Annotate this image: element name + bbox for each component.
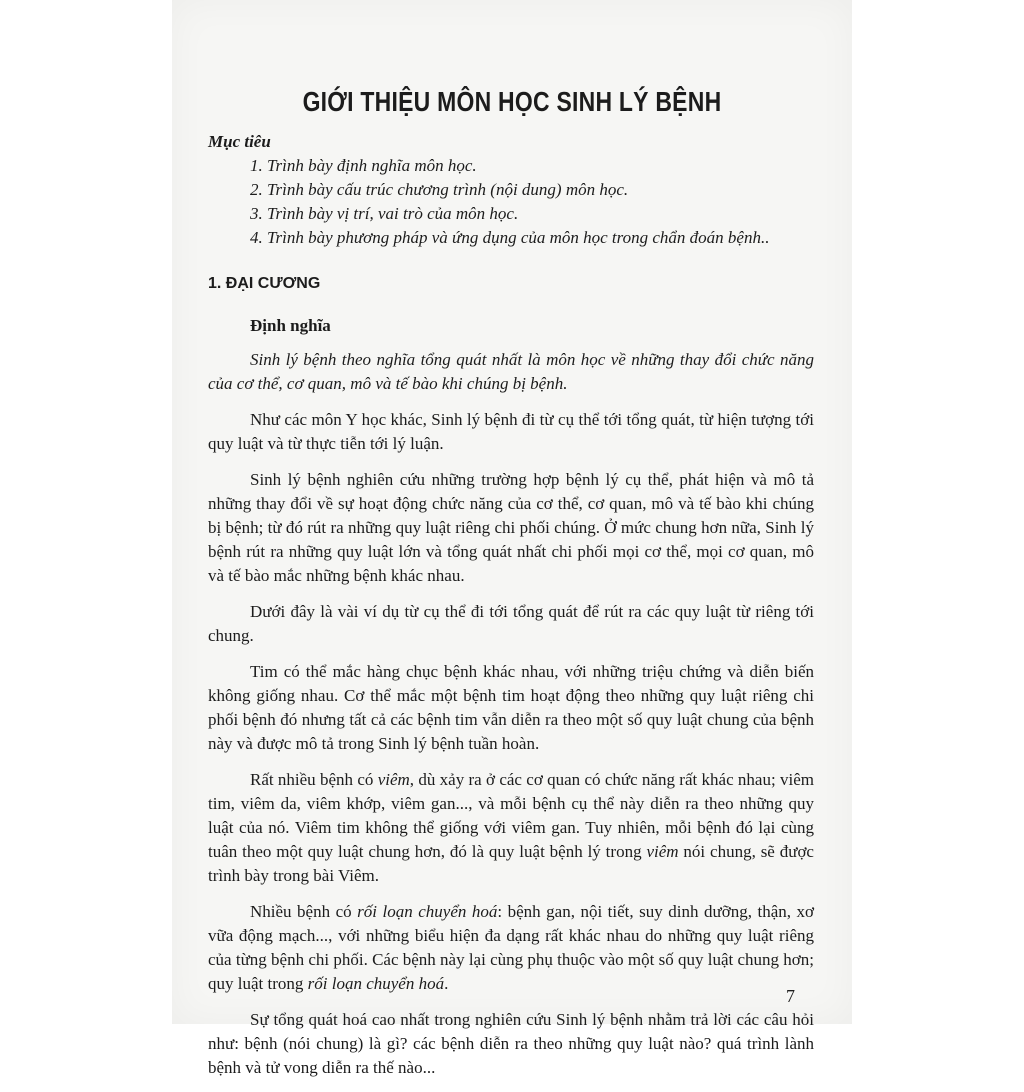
paragraph-2: Sinh lý bệnh nghiên cứu những trường hợp bệnh lý cụ thể, phát hiện và mô tả những thay đổi về sự hoạt động chức năng của cơ thể, cơ quan, mô và tế bào khi chúng bị bệnh; từ đó rút ra những quy luật riêng chi phối chúng. Ở mức chung hơn nữa, Sinh lý bệnh rút ra những quy luật lớn và tổng quát nhất chi phối mọi cơ thể, mọi cơ quan, mô và tế bào mắc những bệnh khác nhau.: [208, 470, 814, 585]
definition-paragraph: Sinh lý bệnh theo nghĩa tổng quát nhất là môn học về những thay đổi chức năng của cơ thể, cơ quan, mô và tế bào khi chúng bị bệnh.: [208, 350, 814, 393]
p6-emphasis: rối loạn chuyển hoá: [357, 902, 498, 921]
objective-item: 2. Trình bày cấu trúc chương trình (nội dung) môn học.: [250, 180, 629, 199]
paragraph-7: Sự tổng quát hoá cao nhất trong nghiên cứu Sinh lý bệnh nhằm trả lời các câu hỏi như: bệnh (nói chung) là gì? các bệnh diễn ra theo những quy luật nào? quá trình lành bệnh và tử vong diễn ra thế nào...: [208, 1010, 814, 1077]
paragraph-1: Như các môn Y học khác, Sinh lý bệnh đi từ cụ thể tới tổng quát, từ hiện tượng tới quy luật và từ thực tiễn tới lý luận.: [208, 410, 814, 453]
p6-text: : bệnh gan, nội tiết, suy dinh dưỡng, thận, xơ vữa động mạch..., với những biểu hiện đa dạng rất khác nhau do những quy luật riêng của từng bệnh chi phối. Các bệnh này lại cùng phụ thuộc vào một số quy luật chung hơn; quy luật trong: [208, 902, 814, 993]
objectives-heading: Mục tiêu: [208, 132, 271, 151]
page-content: [208, 130, 814, 1092]
p6-text: .: [444, 974, 449, 993]
p5-text: nói chung, sẽ được trình bày trong bài Viêm.: [208, 842, 814, 885]
p5-text: Rất nhiều bệnh có: [250, 770, 378, 789]
page-title: GIỚI THIỆU MÔN HỌC SINH LÝ BỆNH: [302, 86, 722, 117]
p6-text: Nhiều bệnh có: [250, 902, 358, 921]
objective-item: 4. Trình bày phương pháp và ứng dụng của môn học trong chẩn đoán bệnh..: [250, 228, 770, 247]
paragraph-3: Dưới đây là vài ví dụ từ cụ thể đi tới tổng quát để rút ra các quy luật từ riêng tới chung.: [208, 602, 814, 645]
p5-emphasis: viêm: [377, 770, 410, 789]
p5-emphasis: viêm: [646, 842, 679, 861]
paragraph-6: [208, 900, 814, 996]
definition-heading: Định nghĩa: [250, 316, 331, 335]
page-number: 7: [786, 986, 795, 1006]
p5-text: , dù xảy ra ở các cơ quan có chức năng rất khác nhau; viêm tim, viêm da, viêm khớp, viêm gan..., và mỗi bệnh cụ thể này diễn ra theo những quy luật của nó. Viêm tim không thể giống với viêm gan. Tuy nhiên, mỗi bệnh đó lại cùng tuân theo một quy luật chung hơn, đó là quy luật bệnh lý trong: [208, 770, 814, 861]
objectives-list: [250, 154, 814, 250]
p6-emphasis: rối loạn chuyển hoá: [307, 974, 445, 993]
section-heading: 1. ĐẠI CƯƠNG: [208, 275, 321, 292]
paragraph-5: [208, 768, 814, 888]
objective-item: 3. Trình bày vị trí, vai trò của môn học.: [250, 204, 519, 223]
paragraph-4: Tim có thể mắc hàng chục bệnh khác nhau, với những triệu chứng và diễn biến không giống nhau. Cơ thể mắc một bệnh tim hoạt động theo những quy luật riêng chi phối bệnh đó nhưng tất cả các bệnh tim vẫn diễn ra theo một số quy luật chung của bệnh này và được mô tả trong Sinh lý bệnh tuần hoàn.: [208, 662, 814, 753]
objective-item: 1. Trình bày định nghĩa môn học.: [250, 156, 477, 175]
